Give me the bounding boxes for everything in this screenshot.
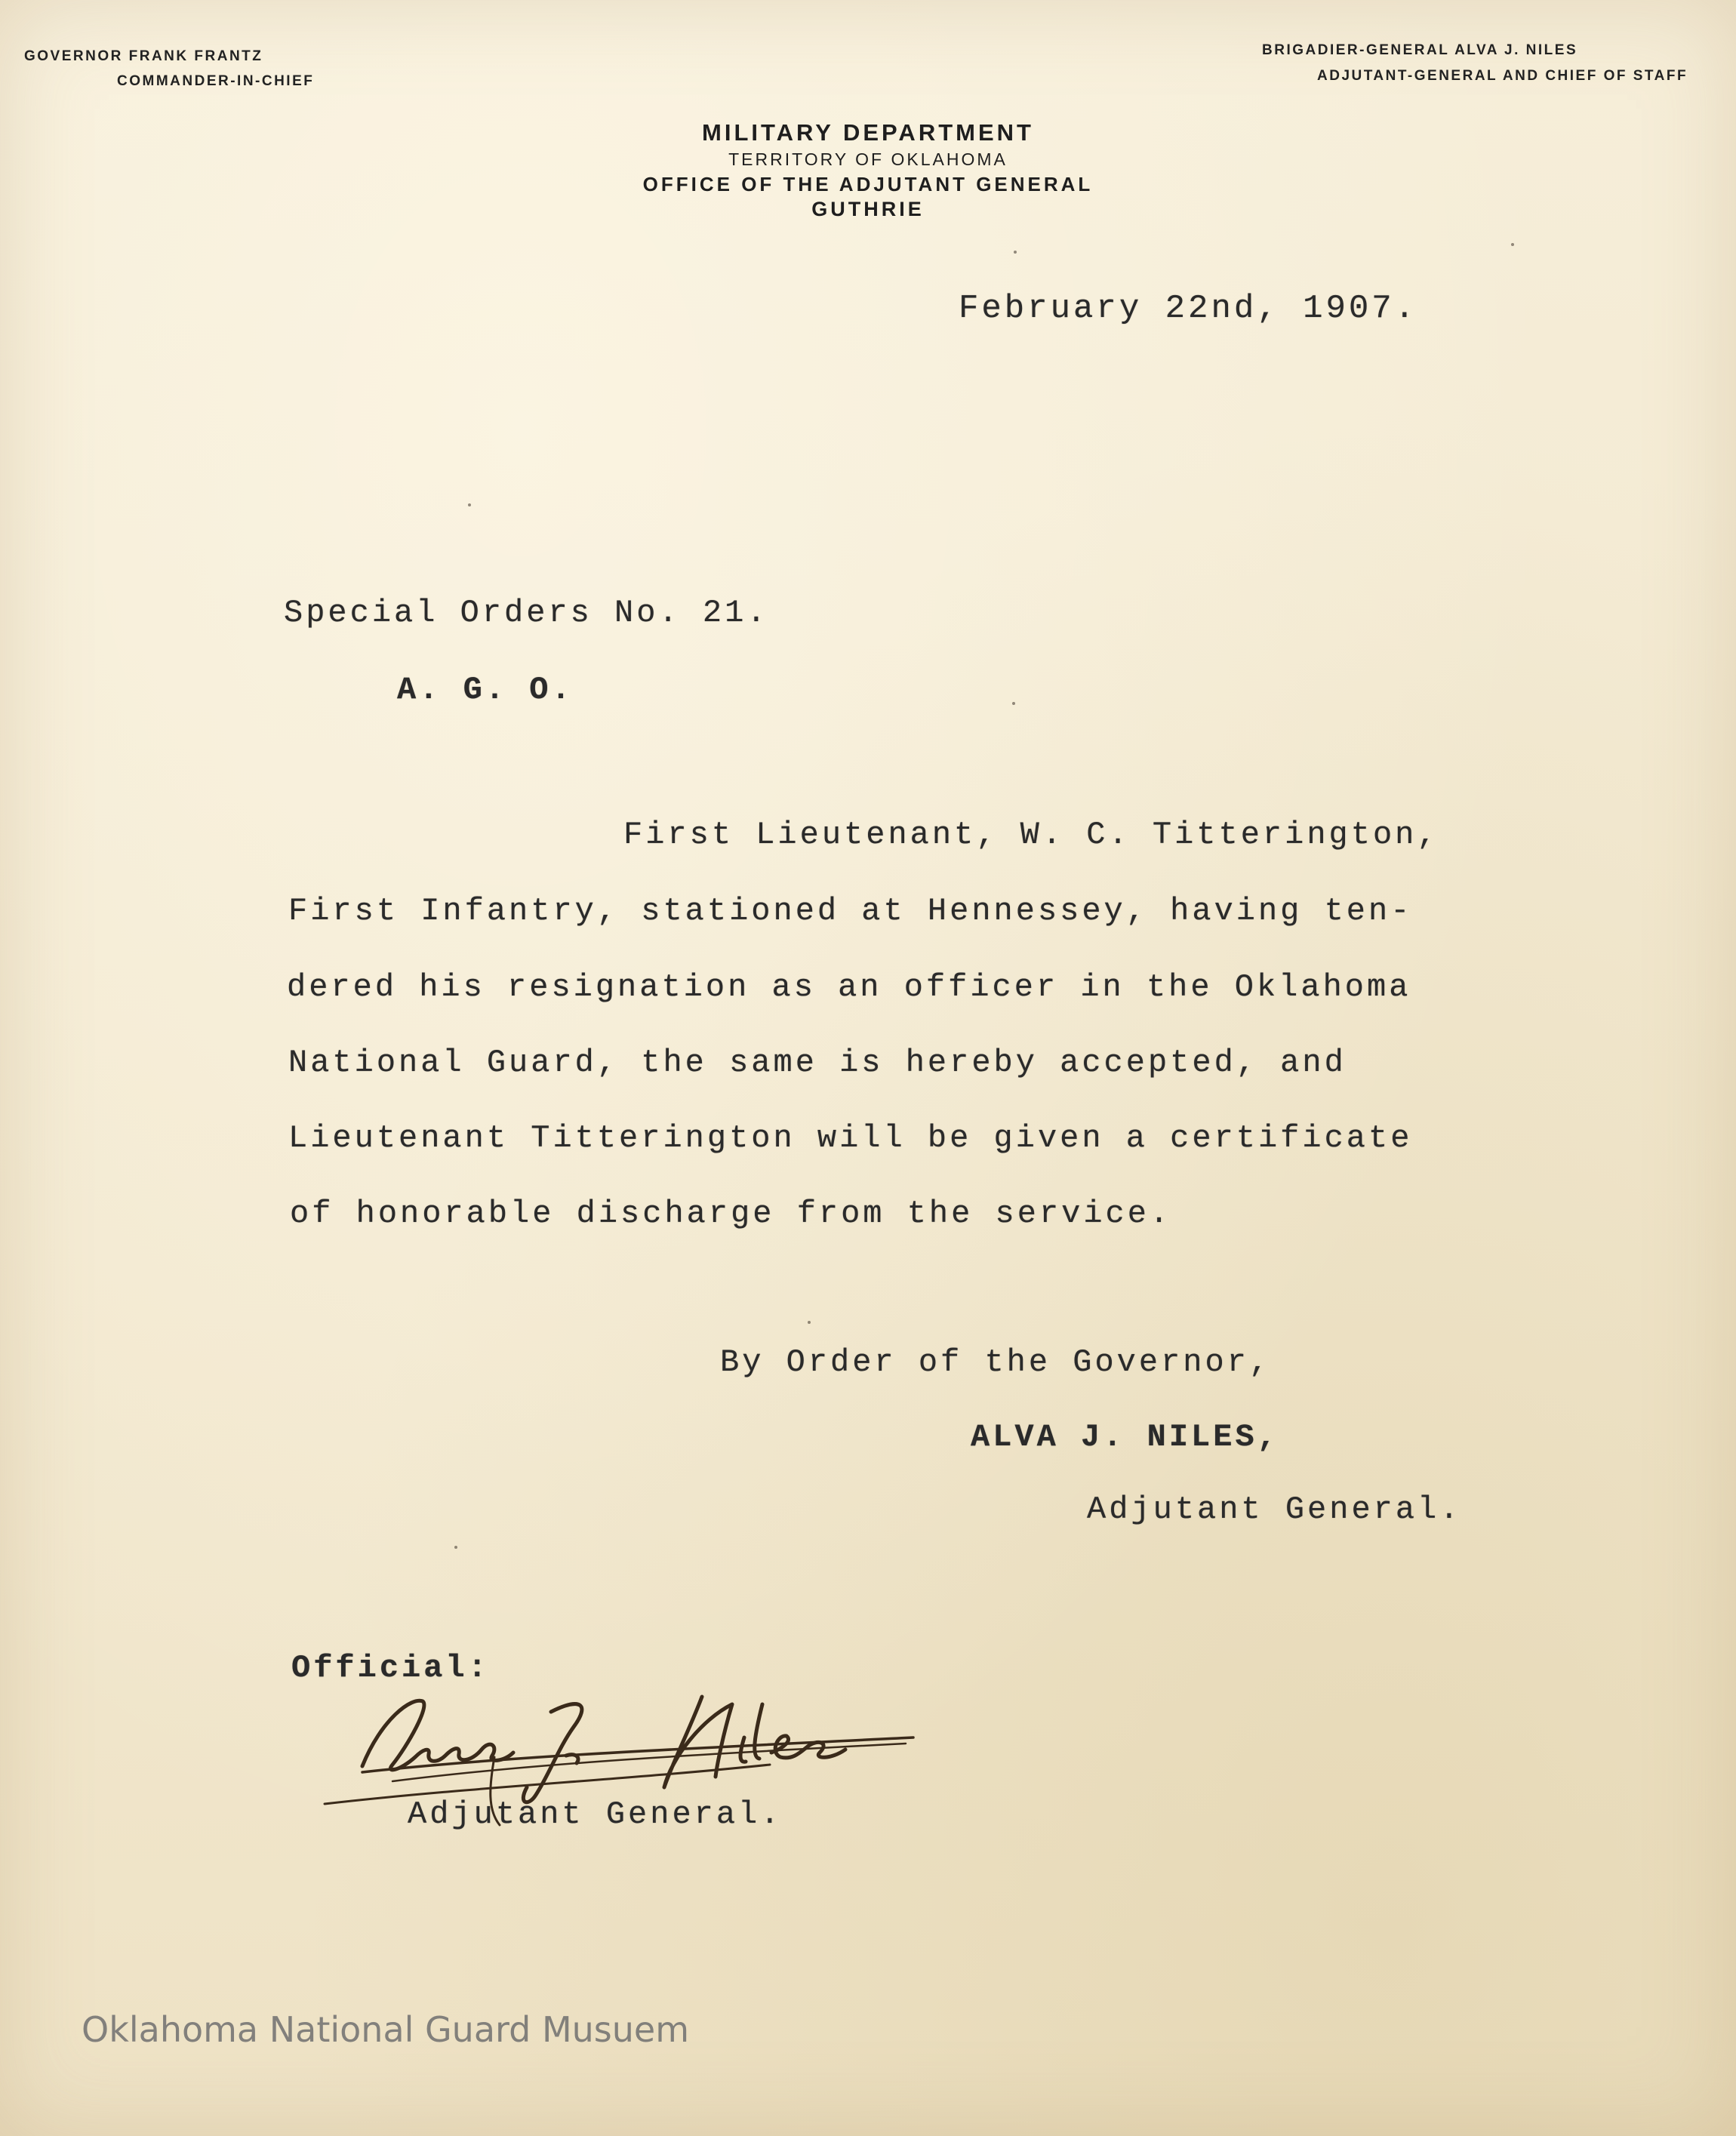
paper-speck (468, 503, 471, 506)
letterhead-adjutant-chief: ADJUTANT-GENERAL AND CHIEF OF STAFF (1317, 68, 1688, 84)
museum-watermark: Oklahoma National Guard Musuem (82, 2009, 690, 2050)
closing-name: ALVA J. NILES, (971, 1419, 1279, 1455)
letterhead-city: GUTHRIE (811, 198, 925, 220)
body-line-2: First Infantry, stationed at Hennessey, having ten- (288, 893, 1413, 929)
body-line-3: dered his resignation as an officer in the Oklahoma (287, 969, 1411, 1005)
paper-speck (454, 1546, 457, 1549)
special-orders-number: Special Orders No. 21. (284, 595, 769, 631)
official-title: Adjutant General. (408, 1796, 783, 1833)
letterhead-commander: COMMANDER-IN-CHIEF (117, 73, 315, 89)
letterhead-brigadier-general: BRIGADIER-GENERAL ALVA J. NILES (1262, 42, 1578, 58)
official-label: Official: (291, 1650, 490, 1686)
letter-date: February 22nd, 1907. (959, 290, 1418, 328)
body-line-4: National Guard, the same is hereby accepted, and (288, 1045, 1347, 1081)
closing-by-order: By Order of the Governor, (720, 1344, 1272, 1380)
body-line-1: First Lieutenant, W. C. Titterington, (623, 817, 1439, 853)
letterhead-territory: TERRITORY OF OKLAHOMA (728, 149, 1008, 169)
paper-speck (808, 1321, 811, 1324)
body-line-5: Lieutenant Titterington will be given a certificate (288, 1120, 1413, 1156)
issuing-office: A. G. O. (397, 672, 574, 708)
body-line-6: of honorable discharge from the service. (290, 1196, 1172, 1232)
closing-title: Adjutant General. (1087, 1491, 1462, 1528)
letterhead-governor: GOVERNOR FRANK FRANTZ (24, 48, 263, 64)
paper-speck (1511, 243, 1514, 246)
letterhead-department: MILITARY DEPARTMENT (702, 119, 1034, 146)
paper-speck (1014, 251, 1017, 254)
paper-speck (1012, 702, 1015, 705)
letterhead-office: OFFICE OF THE ADJUTANT GENERAL (642, 173, 1094, 195)
